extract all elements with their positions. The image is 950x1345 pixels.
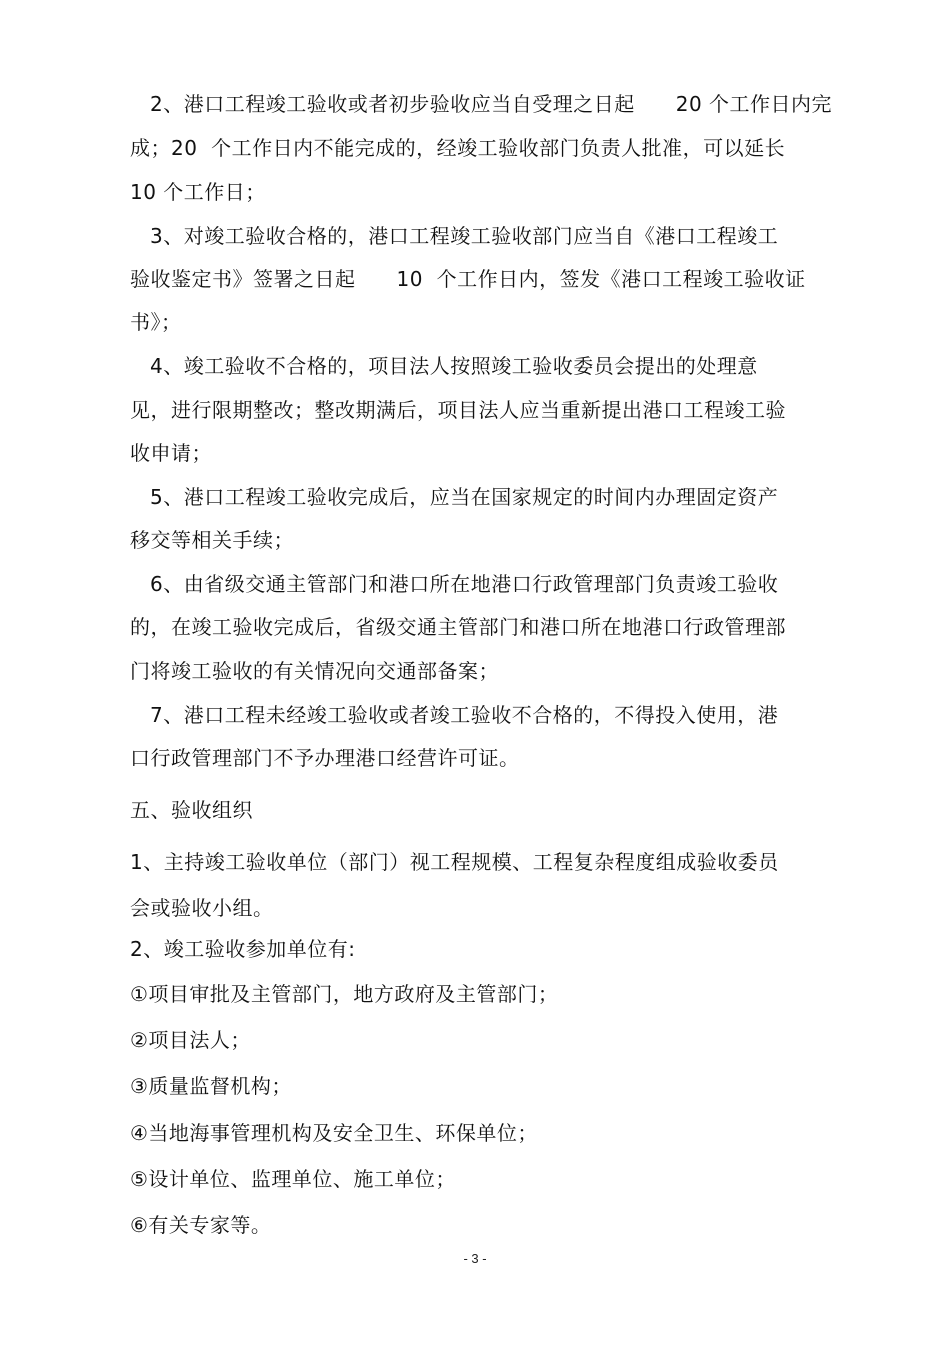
page-number: - 3 - xyxy=(463,1251,487,1266)
paragraph-7-line-1: 7、港口工程未经竣工验收或者竣工验收不合格的，不得投入使用，港 xyxy=(150,703,779,727)
list-item: ⑥有关专家等。 xyxy=(130,1213,272,1237)
paragraph-4-line-1: 4、竣工验收不合格的，项目法人按照竣工验收委员会提出的处理意 xyxy=(150,354,758,378)
paragraph-6-line-3: 门将竣工验收的有关情况向交通部备案； xyxy=(130,659,499,683)
paragraph-3-line-3: 书》； xyxy=(130,310,182,334)
paragraph-5-line-1: 5、港口工程竣工验收完成后，应当在国家规定的时间内办理固定资产 xyxy=(150,485,779,509)
item-2-line-1: 2、竣工验收参加单位有: xyxy=(130,937,356,961)
list-item: ②项目法人； xyxy=(130,1028,251,1052)
paragraph-4-line-2: 见，进行限期整改；整改期满后，项目法人应当重新提出港口工程竣工验 xyxy=(130,398,786,422)
paragraph-2-line-3: 10 个工作日； xyxy=(130,180,266,204)
paragraph-7-line-2: 口行政管理部门不予办理港口经营许可证。 xyxy=(130,746,520,770)
paragraph-6-line-2: 的，在竣工验收完成后，省级交通主管部门和港口所在地港口行政管理部 xyxy=(130,615,786,639)
paragraph-2-line-1: 2、港口工程竣工验收或者初步验收应当自受理之日起 20 个工作日内完 xyxy=(150,92,833,116)
paragraph-4-line-3: 收申请； xyxy=(130,441,212,465)
list-item: ④当地海事管理机构及安全卫生、环保单位； xyxy=(130,1121,538,1145)
paragraph-6-line-1: 6、由省级交通主管部门和港口所在地港口行政管理部门负责竣工验收 xyxy=(150,572,779,596)
list-item: ⑤设计单位、监理单位、施工单位； xyxy=(130,1167,456,1191)
list-item: ③质量监督机构； xyxy=(130,1074,292,1098)
paragraph-3-line-2: 验收鉴定书》签署之日起 10 个工作日内，签发《港口工程竣工验收证 xyxy=(130,267,806,291)
paragraph-2-line-2: 成；20 个工作日内不能完成的，经竣工验收部门负责人批准，可以延长 xyxy=(130,136,786,160)
list-item: ①项目审批及主管部门，地方政府及主管部门； xyxy=(130,982,559,1006)
paragraph-3-line-1: 3、对竣工验收合格的，港口工程竣工验收部门应当自《港口工程竣工 xyxy=(150,224,779,248)
section-heading: 五、验收组织 xyxy=(130,798,253,822)
item-1-line-2: 会或验收小组。 xyxy=(130,896,274,920)
item-1-line-1: 1、主持竣工验收单位（部门）视工程规模、工程复杂程度组成验收委员 xyxy=(130,850,779,874)
paragraph-5-line-2: 移交等相关手续； xyxy=(130,528,294,552)
